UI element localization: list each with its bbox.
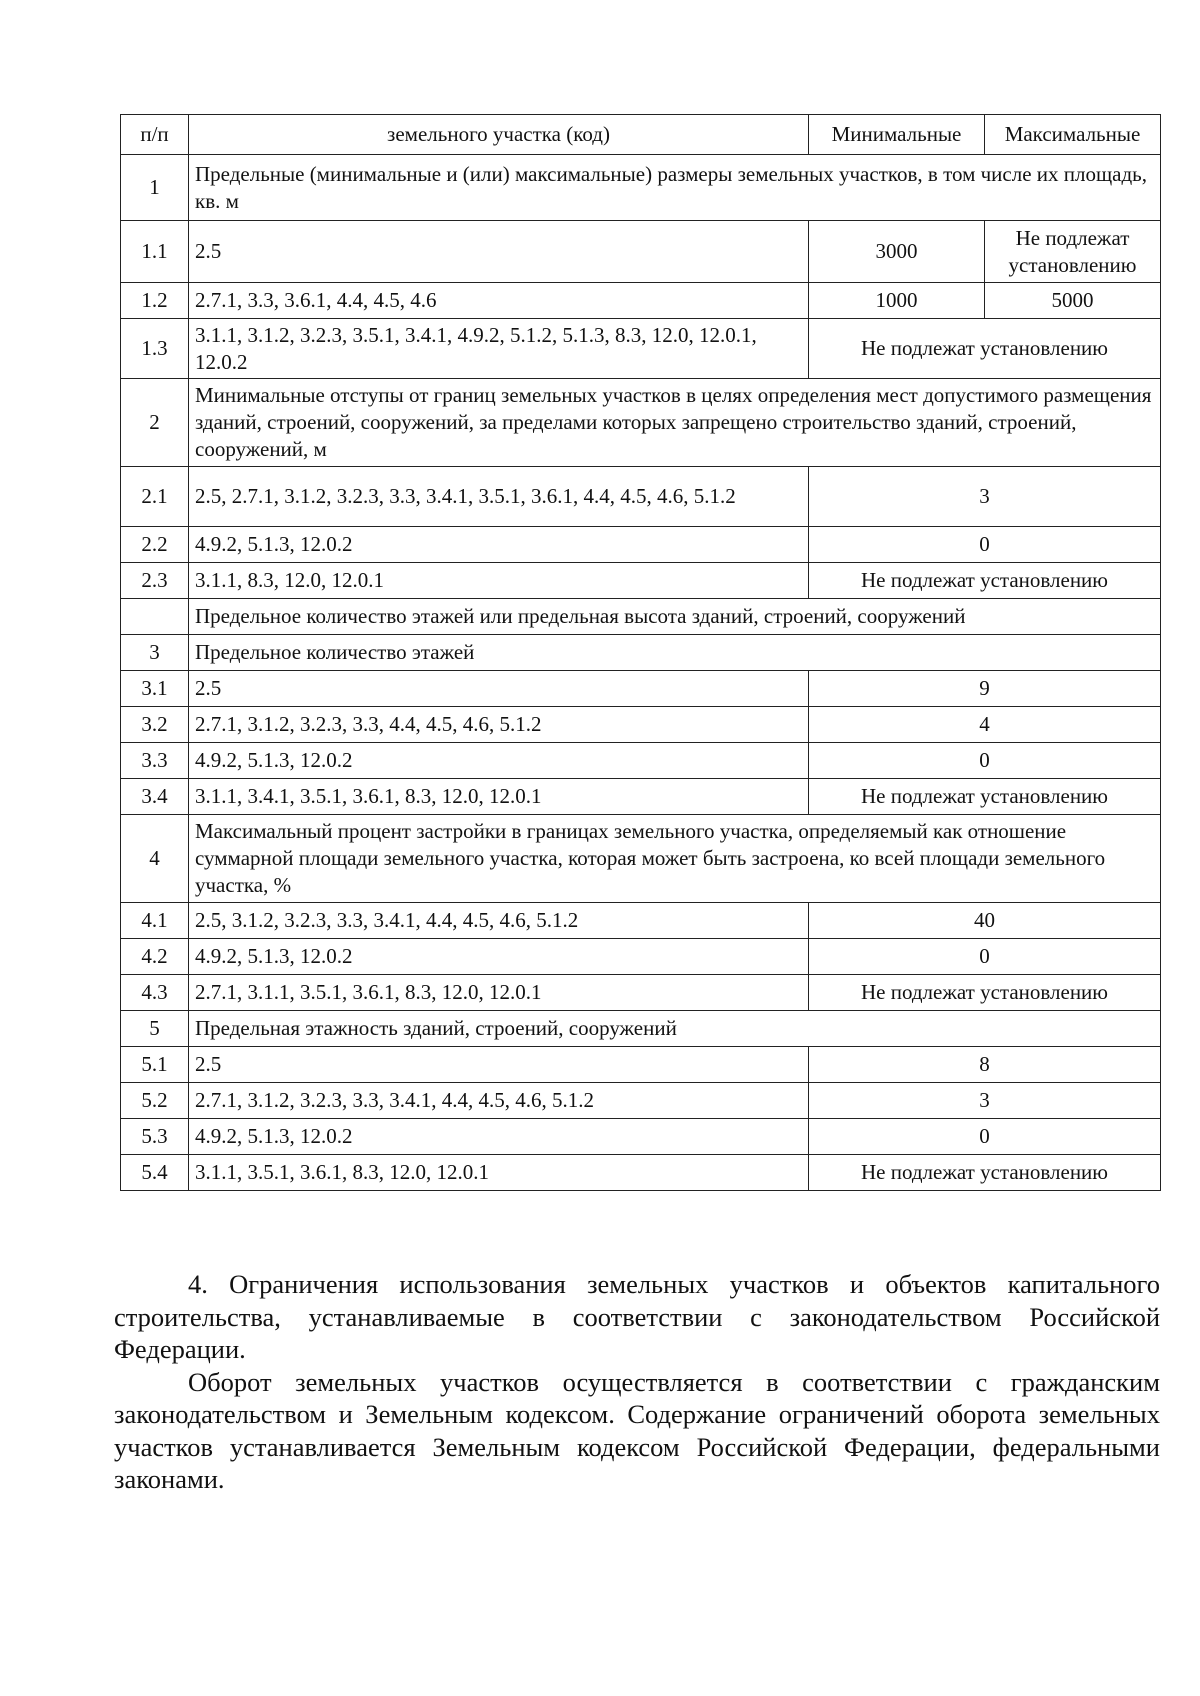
paragraph-restrictions: 4. Ограничения использования земельных участков и объектов капитального строительства, устанавливаемые в соответствии с законодательством Российской Федерации. <box>114 1269 1160 1364</box>
parameter-value-cell: 4 <box>809 707 1161 743</box>
section-title-cell: Предельное количество этажей <box>189 635 1161 671</box>
table-row <box>121 903 1161 939</box>
section-title-cell: Максимальный процент застройки в границах земельного участка, определяемый как отношение суммарной площади земельного участка, которая может быть застроена, ко всей площади земельного участка, % <box>189 815 1161 903</box>
table-row <box>121 1083 1161 1119</box>
row-number-cell: 2.3 <box>121 563 189 599</box>
land-use-codes-cell: 2.5 <box>189 221 809 283</box>
land-use-codes-cell: 2.5 <box>189 671 809 707</box>
table-row <box>121 319 1161 379</box>
land-use-codes-cell: 3.1.1, 3.5.1, 3.6.1, 8.3, 12.0, 12.0.1 <box>189 1155 809 1191</box>
header-min-cell: Минимальные <box>809 115 985 155</box>
table-body <box>121 115 1161 1191</box>
land-use-codes-cell: 2.7.1, 3.1.1, 3.5.1, 3.6.1, 8.3, 12.0, 12.0.1 <box>189 975 809 1011</box>
row-number-cell: 3.1 <box>121 671 189 707</box>
parameter-value-cell: 8 <box>809 1047 1161 1083</box>
parameter-value-cell: 0 <box>809 527 1161 563</box>
land-use-parameters-table <box>120 114 1161 1191</box>
row-number-cell: 5.3 <box>121 1119 189 1155</box>
row-number-cell: 4.3 <box>121 975 189 1011</box>
parameter-value-cell: Не подлежат установлению <box>809 975 1161 1011</box>
parameter-value-cell: 40 <box>809 903 1161 939</box>
parameter-value-cell: 3 <box>809 1083 1161 1119</box>
body-text <box>114 1268 1160 1496</box>
header-codes-cell: земельного участка (код) <box>189 115 809 155</box>
land-use-codes-cell: 2.5 <box>189 1047 809 1083</box>
table-row <box>121 975 1161 1011</box>
parameter-value-cell: Не подлежат установлению <box>809 319 1161 379</box>
land-use-codes-cell: 3.1.1, 8.3, 12.0, 12.0.1 <box>189 563 809 599</box>
row-number-cell: 3.3 <box>121 743 189 779</box>
row-number-cell: 1.1 <box>121 221 189 283</box>
table-row <box>121 563 1161 599</box>
header-number-cell: п/п <box>121 115 189 155</box>
max-value-cell: Не подлежат установлению <box>985 221 1161 283</box>
row-number-cell <box>121 599 189 635</box>
parameter-value-cell: 0 <box>809 743 1161 779</box>
parameter-value-cell: Не подлежат установлению <box>809 563 1161 599</box>
row-number-cell: 3.4 <box>121 779 189 815</box>
land-use-codes-cell: 3.1.1, 3.1.2, 3.2.3, 3.5.1, 3.4.1, 4.9.2, 5.1.2, 5.1.3, 8.3, 12.0, 12.0.1, 12.0.2 <box>189 319 809 379</box>
table-row <box>121 939 1161 975</box>
table-row <box>121 671 1161 707</box>
section-title-cell: Предельная этажность зданий, строений, сооружений <box>189 1011 1161 1047</box>
table-row <box>121 527 1161 563</box>
parameter-value-cell: Не подлежат установлению <box>809 1155 1161 1191</box>
header-max-cell: Максимальные <box>985 115 1161 155</box>
land-use-codes-cell: 4.9.2, 5.1.3, 12.0.2 <box>189 743 809 779</box>
row-number-cell: 2.2 <box>121 527 189 563</box>
table-row <box>121 467 1161 527</box>
table-row <box>121 815 1161 903</box>
land-use-codes-cell: 2.5, 3.1.2, 3.2.3, 3.3, 3.4.1, 4.4, 4.5, 4.6, 5.1.2 <box>189 903 809 939</box>
row-number-cell: 5.2 <box>121 1083 189 1119</box>
row-number-cell: 5 <box>121 1011 189 1047</box>
table-row <box>121 283 1161 319</box>
min-value-cell: 3000 <box>809 221 985 283</box>
min-value-cell: 1000 <box>809 283 985 319</box>
paragraph-land-turnover: Оборот земельных участков осуществляется в соответствии с гражданским законодательством и Земельным кодексом. Содержание ограничений оборота земельных участков устанавливается Земельным кодексом Российской Федерации, федеральными законами. <box>114 1366 1160 1494</box>
parameter-value-cell: Не подлежат установлению <box>809 779 1161 815</box>
table-row <box>121 1155 1161 1191</box>
table-row <box>121 707 1161 743</box>
land-use-codes-cell: 4.9.2, 5.1.3, 12.0.2 <box>189 527 809 563</box>
max-value-cell: 5000 <box>985 283 1161 319</box>
table-row <box>121 1119 1161 1155</box>
row-number-cell: 4 <box>121 815 189 903</box>
row-number-cell: 1.3 <box>121 319 189 379</box>
table-row <box>121 155 1161 221</box>
land-use-codes-cell: 2.7.1, 3.1.2, 3.2.3, 3.3, 3.4.1, 4.4, 4.5, 4.6, 5.1.2 <box>189 1083 809 1119</box>
table-row <box>121 379 1161 467</box>
row-number-cell: 4.1 <box>121 903 189 939</box>
table-row <box>121 635 1161 671</box>
row-number-cell: 5.4 <box>121 1155 189 1191</box>
table-row <box>121 779 1161 815</box>
row-number-cell: 3.2 <box>121 707 189 743</box>
row-number-cell: 1.2 <box>121 283 189 319</box>
parameter-value-cell: 3 <box>809 467 1161 527</box>
table-row <box>121 743 1161 779</box>
section-title-cell: Минимальные отступы от границ земельных участков в целях определения мест допустимого размещения зданий, строений, сооружений, за пределами которых запрещено строительство зданий, строений, сооружений, м <box>189 379 1161 467</box>
section-title-cell: Предельное количество этажей или предельная высота зданий, строений, сооружений <box>189 599 1161 635</box>
land-use-codes-cell: 2.7.1, 3.1.2, 3.2.3, 3.3, 4.4, 4.5, 4.6, 5.1.2 <box>189 707 809 743</box>
land-use-codes-cell: 4.9.2, 5.1.3, 12.0.2 <box>189 939 809 975</box>
row-number-cell: 4.2 <box>121 939 189 975</box>
section-title-cell: Предельные (минимальные и (или) максимальные) размеры земельных участков, в том числе их площадь, кв. м <box>189 155 1161 221</box>
land-use-codes-cell: 3.1.1, 3.4.1, 3.5.1, 3.6.1, 8.3, 12.0, 12.0.1 <box>189 779 809 815</box>
table-row <box>121 1011 1161 1047</box>
land-use-codes-cell: 2.7.1, 3.3, 3.6.1, 4.4, 4.5, 4.6 <box>189 283 809 319</box>
table-row <box>121 1047 1161 1083</box>
land-use-codes-cell: 2.5, 2.7.1, 3.1.2, 3.2.3, 3.3, 3.4.1, 3.5.1, 3.6.1, 4.4, 4.5, 4.6, 5.1.2 <box>189 467 809 527</box>
parameter-value-cell: 0 <box>809 1119 1161 1155</box>
row-number-cell: 3 <box>121 635 189 671</box>
table-header-row <box>121 115 1161 155</box>
table-row <box>121 221 1161 283</box>
land-use-codes-cell: 4.9.2, 5.1.3, 12.0.2 <box>189 1119 809 1155</box>
row-number-cell: 1 <box>121 155 189 221</box>
parameter-value-cell: 0 <box>809 939 1161 975</box>
parameter-value-cell: 9 <box>809 671 1161 707</box>
row-number-cell: 2 <box>121 379 189 467</box>
row-number-cell: 5.1 <box>121 1047 189 1083</box>
table-row <box>121 599 1161 635</box>
row-number-cell: 2.1 <box>121 467 189 527</box>
